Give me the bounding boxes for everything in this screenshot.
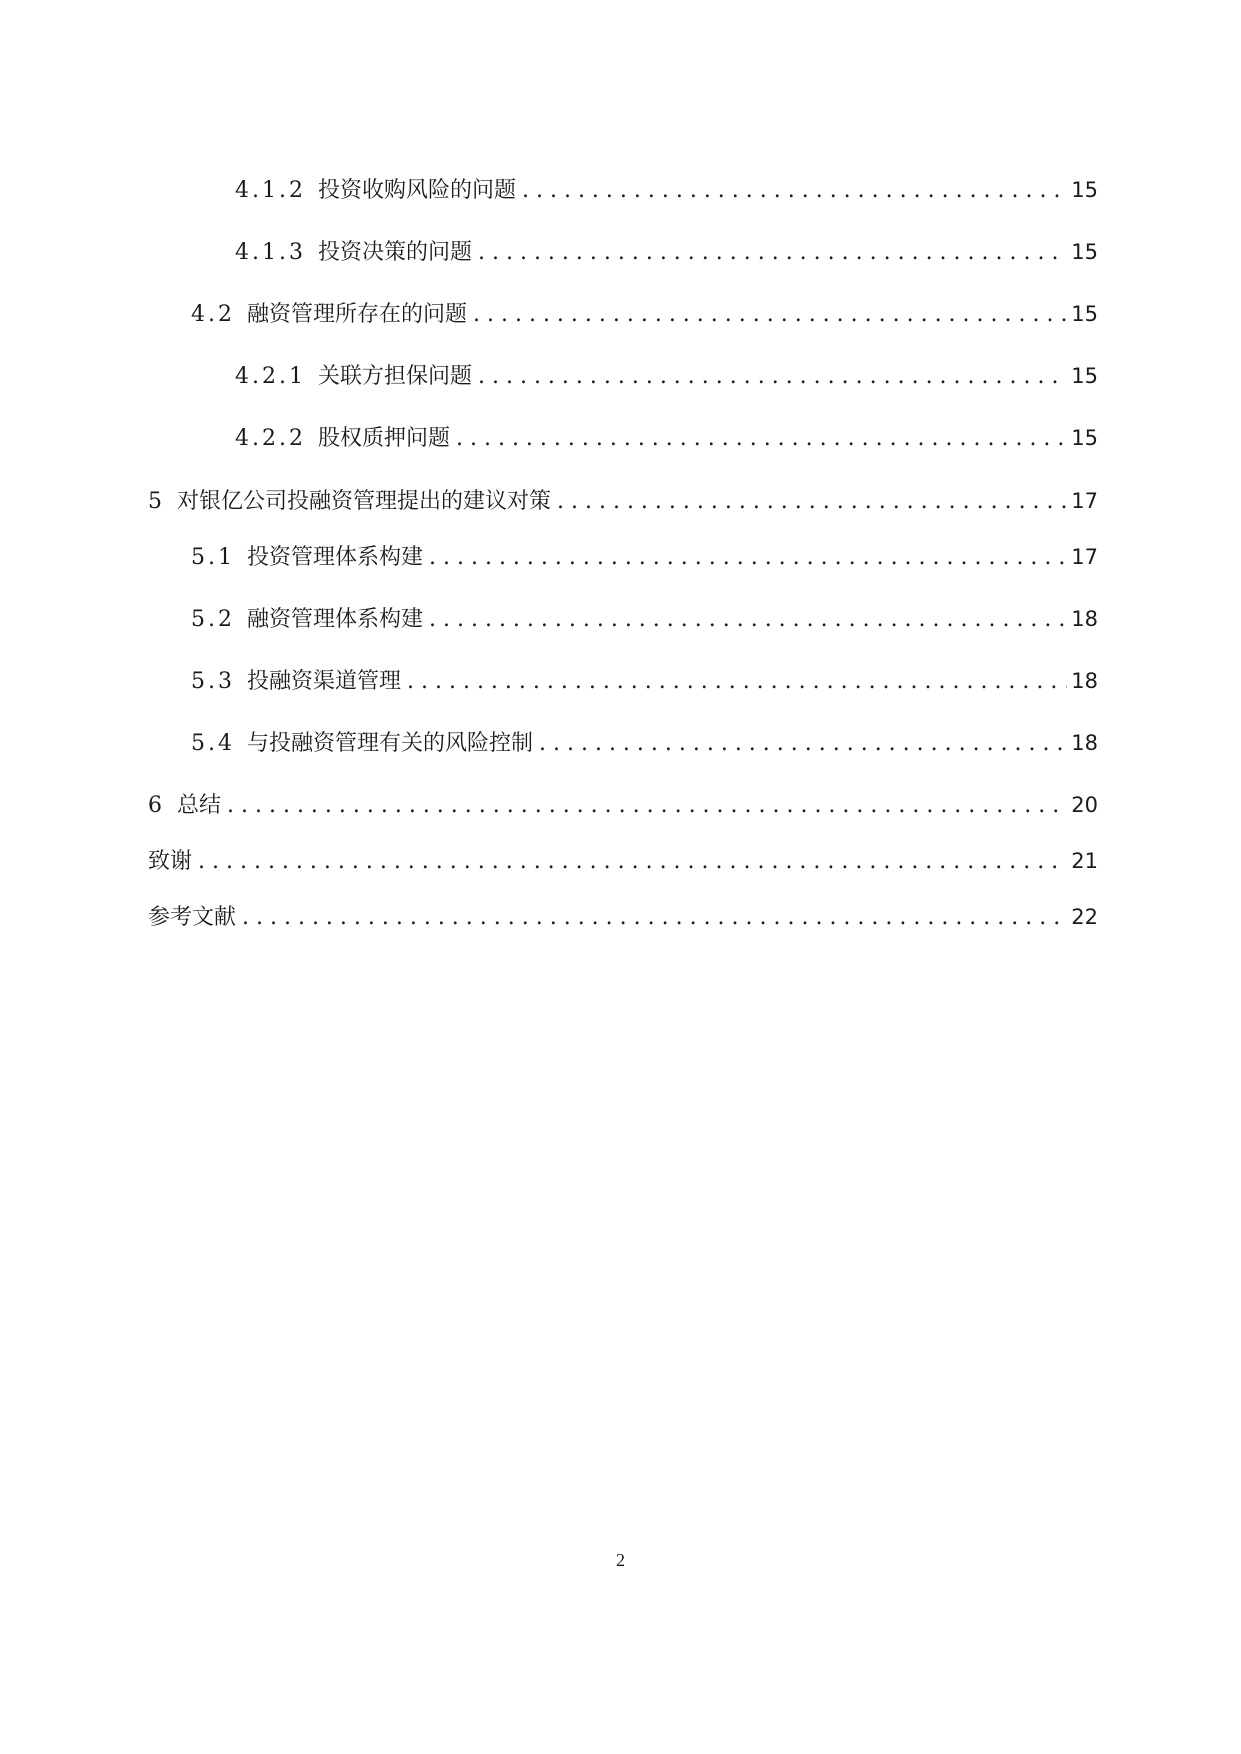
toc-entry[interactable] bbox=[235, 175, 1098, 205]
toc-entry-number: 6 bbox=[148, 793, 165, 818]
toc-dot-leader bbox=[539, 729, 1067, 759]
toc-entry-number: 5.1 bbox=[191, 545, 235, 570]
toc-entry[interactable] bbox=[235, 423, 1098, 453]
toc-dot-leader bbox=[473, 300, 1067, 330]
toc-entry[interactable] bbox=[235, 237, 1098, 267]
toc-entry-number: 4.2 bbox=[191, 302, 235, 327]
toc-entry[interactable] bbox=[191, 604, 1098, 634]
toc-dot-leader bbox=[407, 667, 1067, 697]
toc-entry-number: 4.1.3 bbox=[235, 240, 306, 265]
toc-entry-page: 21 bbox=[1071, 849, 1098, 873]
toc-entry-number: 5.2 bbox=[191, 607, 235, 632]
toc-entry[interactable] bbox=[148, 902, 1098, 932]
toc-entry-title: 投资决策的问题 bbox=[317, 240, 472, 265]
toc-entry[interactable] bbox=[148, 486, 1098, 516]
toc-dot-leader bbox=[456, 424, 1067, 454]
toc-entry-title: 股权质押问题 bbox=[317, 426, 450, 451]
toc-entry-page: 18 bbox=[1071, 731, 1098, 755]
toc-entry-page: 15 bbox=[1071, 240, 1098, 264]
toc-entry-page: 15 bbox=[1071, 426, 1098, 450]
toc-entry-page: 17 bbox=[1071, 545, 1098, 569]
toc-entry[interactable] bbox=[148, 790, 1098, 820]
toc-entry-number: 4.2.1 bbox=[235, 364, 306, 389]
toc-entry-title: 融资管理体系构建 bbox=[247, 607, 424, 632]
toc-dot-leader bbox=[429, 605, 1067, 635]
toc-dot-leader bbox=[557, 487, 1067, 517]
toc-dot-leader bbox=[227, 791, 1067, 821]
toc-entry-title: 投资管理体系构建 bbox=[247, 545, 424, 570]
toc-entry-number: 5.3 bbox=[191, 669, 235, 694]
page-number: 2 bbox=[616, 1550, 625, 1570]
toc-dot-leader bbox=[242, 903, 1067, 933]
toc-entry-page: 15 bbox=[1071, 364, 1098, 388]
toc-entry[interactable] bbox=[235, 361, 1098, 391]
toc-dot-leader bbox=[478, 362, 1067, 392]
toc-entry-number: 4.1.2 bbox=[235, 178, 306, 203]
toc-entry-title: 参考文献 bbox=[148, 905, 237, 930]
toc-dot-leader bbox=[478, 238, 1067, 268]
toc-entry-title: 关联方担保问题 bbox=[317, 364, 472, 389]
toc-entry-number: 5.4 bbox=[191, 731, 235, 756]
toc-entry-title: 投融资渠道管理 bbox=[247, 669, 402, 694]
toc-entry-page: 18 bbox=[1071, 669, 1098, 693]
toc-entry-number: 4.2.2 bbox=[235, 426, 306, 451]
toc-entry-page: 20 bbox=[1071, 793, 1098, 817]
toc-entry-title: 投资收购风险的问题 bbox=[317, 178, 516, 203]
toc-entry-page: 15 bbox=[1071, 302, 1098, 326]
toc-entry-title: 融资管理所存在的问题 bbox=[247, 302, 468, 327]
toc-dot-leader bbox=[522, 176, 1067, 206]
toc-entry-page: 18 bbox=[1071, 607, 1098, 631]
toc-entry-title: 致谢 bbox=[148, 849, 193, 874]
toc-entry-title: 总结 bbox=[177, 793, 222, 818]
toc-entry-title: 与投融资管理有关的风险控制 bbox=[247, 731, 534, 756]
toc-entry-number: 5 bbox=[148, 489, 165, 514]
toc-entry-title: 对银亿公司投融资管理提出的建议对策 bbox=[177, 489, 552, 514]
toc-dot-leader bbox=[198, 847, 1067, 877]
toc-entry[interactable] bbox=[191, 542, 1098, 572]
toc-entry[interactable] bbox=[191, 299, 1098, 329]
toc-entry[interactable] bbox=[191, 666, 1098, 696]
toc-entry-page: 17 bbox=[1071, 489, 1098, 513]
toc-entry-page: 15 bbox=[1071, 178, 1098, 202]
toc-dot-leader bbox=[429, 543, 1067, 573]
toc-entry[interactable] bbox=[191, 728, 1098, 758]
toc-entry-page: 22 bbox=[1071, 905, 1098, 929]
toc-entry[interactable] bbox=[148, 846, 1098, 876]
